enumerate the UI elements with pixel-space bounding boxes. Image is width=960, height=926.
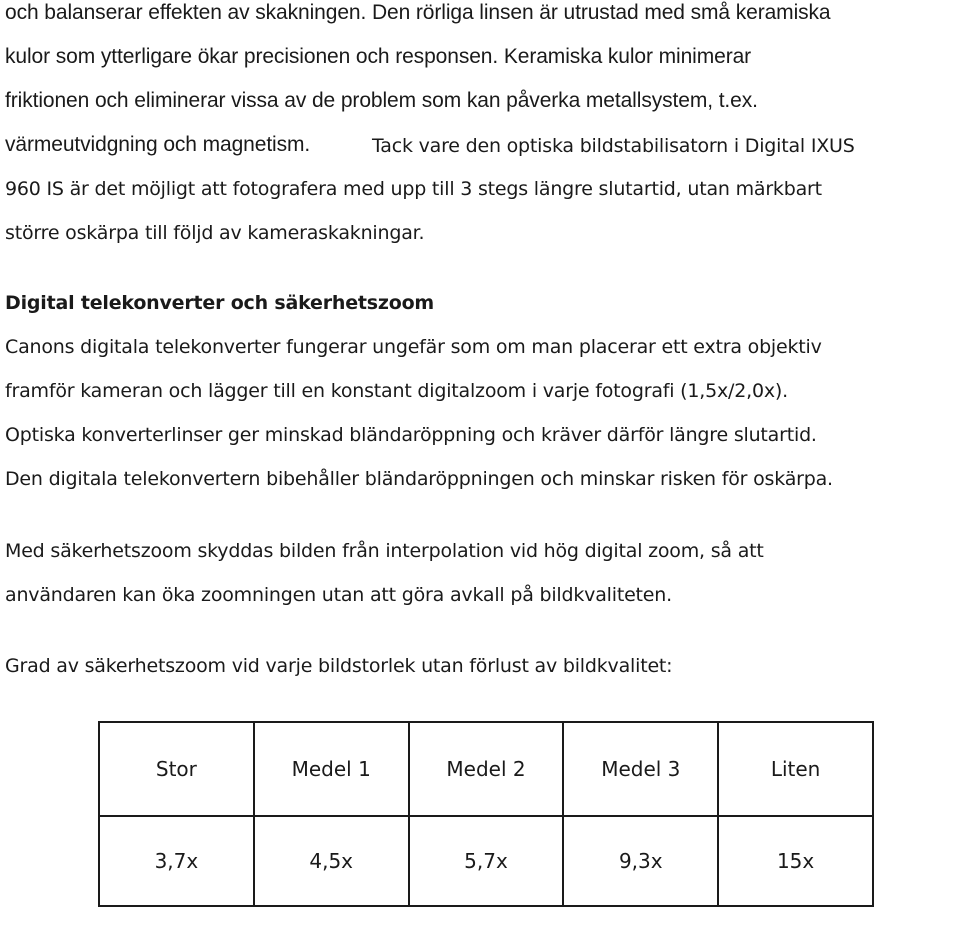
text-line: Den digitala telekonvertern bibehåller bländaröppningen och minskar risken för oskärpa. <box>5 468 833 490</box>
text-line: Grad av säkerhetszoom vid varje bildstorlek utan förlust av bildkvalitet: <box>5 655 673 677</box>
table-header-cell: Medel 2 <box>409 722 564 816</box>
text-line: Optiska konverterlinser ger minskad bländaröppning och kräver därför längre slutartid. <box>5 424 817 446</box>
table-value-cell: 4,5x <box>254 816 409 906</box>
section-heading: Digital telekonverter och säkerhetszoom <box>5 292 435 314</box>
table-header-cell: Liten <box>718 722 873 816</box>
text-line: Med säkerhetszoom skyddas bilden från interpolation vid hög digital zoom, så att <box>5 540 764 562</box>
table-value-cell: 15x <box>718 816 873 906</box>
table-header-cell: Medel 1 <box>254 722 409 816</box>
safety-zoom-table <box>98 721 874 907</box>
text-line: friktionen och eliminerar vissa av de problem som kan påverka metallsystem, t.ex. <box>5 89 758 112</box>
text-line: kulor som ytterligare ökar precisionen och responsen. Keramiska kulor minimerar <box>5 45 752 68</box>
table-header-row <box>99 722 873 816</box>
table-header-cell: Medel 3 <box>563 722 718 816</box>
table-value-cell: 5,7x <box>409 816 564 906</box>
text-line: framför kameran och lägger till en konstant digitalzoom i varje fotografi (1,5x/2,0x). <box>5 380 788 402</box>
text-line: 960 IS är det möjligt att fotografera med upp till 3 stegs längre slutartid, utan märkbart <box>5 178 822 200</box>
text-line: Canons digitala telekonverter fungerar ungefär som om man placerar ett extra objektiv <box>5 336 822 358</box>
text-line: Tack vare den optiska bildstabilisatorn i Digital IXUS <box>372 135 855 157</box>
text-line: och balanserar effekten av skakningen. Den rörliga linsen är utrustad med små keramiska <box>5 1 831 24</box>
text-line: större oskärpa till följd av kameraskakningar. <box>5 222 425 244</box>
text-line: användaren kan öka zoomningen utan att göra avkall på bildkvaliteten. <box>5 584 672 606</box>
table-value-cell: 9,3x <box>563 816 718 906</box>
text-line: värmeutvidgning och magnetism. <box>5 133 311 156</box>
table-value-cell: 3,7x <box>99 816 254 906</box>
table-value-row <box>99 816 873 906</box>
table-header-cell: Stor <box>99 722 254 816</box>
